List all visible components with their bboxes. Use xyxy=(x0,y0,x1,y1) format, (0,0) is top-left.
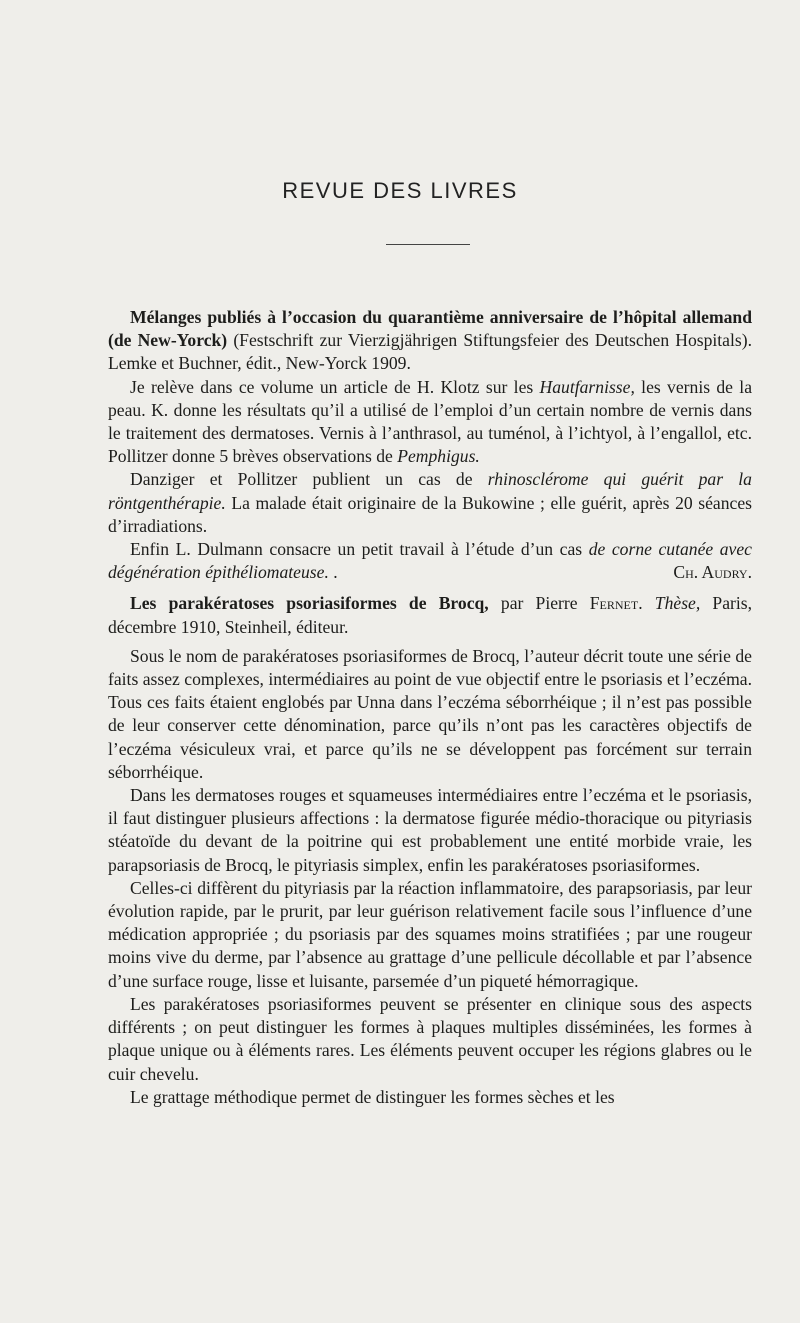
text-run: Danziger et Pollitzer publient un cas de xyxy=(130,469,488,490)
review-1-title: Mélanges publiés à l’occasion du quarantième anniversaire de l’hôpital allemand (de New-Yorck) xyxy=(108,307,752,351)
review-2-paragraph: Le grattage méthodique permet de distinguer les formes sèches et les xyxy=(130,1086,615,1107)
review-1-header xyxy=(108,306,752,376)
review-2-paragraph: Sous le nom de parakératoses psoriasiformes de Brocq, l’auteur décrit toute une série de faits assez complexes, intermédiaires au point de vue objectif entre le psoriasis et l’eczéma. Tous ces faits étaient englobés par Unna dans l’eczéma séborrhéique ; il n’est pas possible de leur conserver cette dénomination, parce qu’ils n’ont pas les caractères objectifs de l’eczéma vésiculeux vrai, et parce qu’ils ne se développent pas forcément sur terrain séborrhéique. xyxy=(108,645,752,782)
review-1-signature: Ch. Audry. xyxy=(673,562,752,583)
text-run: . xyxy=(328,562,338,583)
text-run: La malade était originaire de la Bukowine ; elle guérit, après 20 séances d’irradiations. xyxy=(108,492,752,536)
text-run: les vernis de la peau. K. donne les résultats qu’il a utilisé de l’emploi d’un certain nombre de vernis dans le traitement des dermatoses. Vernis à l’anthrasol, au tuménol, à l’ichtyol, à l’engallol, etc. Pollitzer donne 5 brèves observations de xyxy=(108,376,752,467)
text-run-italic: Hautfarnisse, xyxy=(539,376,635,397)
text-run: par Pierre xyxy=(488,593,590,614)
review-gap xyxy=(108,584,752,592)
text-run-italic: rhinosclérome qui guérit par la röntgenthérapie. xyxy=(108,469,752,513)
review-2-paragraph: Dans les dermatoses rouges et squameuses intermédiaires entre l’eczéma et le psoriasis, il faut distinguer plusieurs affections : la dermatose figurée médio-thoracique ou pityriasis stéatoïde du devant de la poitrine qui est probablement une entité morbide vraie, les parapsoriasis de Brocq, le pityriasis simplex, enfin les parakératoses psoriasiformes. xyxy=(108,785,752,875)
review-2-author: Fernet xyxy=(589,593,639,614)
review-2-title: Les parakératoses psoriasiformes de Brocq, xyxy=(130,593,489,614)
body-text xyxy=(108,306,752,1109)
review-2-paragraph: Celles-ci diffèrent du pityriasis par la réaction inflammatoire, des parapsoriasis, par leur évolution rapide, par le prurit, par leur guérison relativement facile sous l’influence d’une médication appropriée ; du psoriasis par des squames moins stratifiées ; par une rougeur moins vive du derme, par l’absence au grattage d’une pellicule décollable et par l’absence d’une surface rouge, lisse et luisante, parsemée d’un piqueté hémorragique. xyxy=(108,877,752,991)
text-run: Je relève dans ce volume un article de H. Klotz sur les xyxy=(130,376,540,397)
text-run: Enfin L. Dulmann consacre un petit travail à l’étude d’un cas xyxy=(130,539,589,560)
review-1-paragraph-3 xyxy=(108,538,752,584)
text-run: . xyxy=(638,593,655,614)
review-2-header xyxy=(108,592,752,638)
review-2-paragraph: Les parakératoses psoriasiformes peuvent se présenter en clinique sous des aspects différents ; on peut distinguer les formes à plaques multiples disséminées, les formes à plaque unique ou à éléments rares. Les éléments peuvent occuper les régions glabres ou le cuir chevelu. xyxy=(108,993,752,1084)
review-1-paragraph-2 xyxy=(108,468,752,538)
text-run-italic: de corne cutanée avec dégénération épithéliomateuse. xyxy=(108,539,752,583)
section-heading: REVUE DES LIVRES xyxy=(282,178,518,203)
heading-divider xyxy=(386,244,470,245)
review-2-citation: Paris, décembre 1910, Steinheil, éditeur. xyxy=(108,593,753,637)
text-run-italic: Pemphigus. xyxy=(397,446,480,467)
text-run-italic: Thèse, xyxy=(654,593,701,614)
review-1-paragraph-1 xyxy=(108,376,752,469)
review-1-citation: (Festschrift zur Vierzigjährigen Stiftungsfeier des Deutschen Hospitals). Lemke et Buchner, édit., New-Yorck 1909. xyxy=(108,330,752,374)
